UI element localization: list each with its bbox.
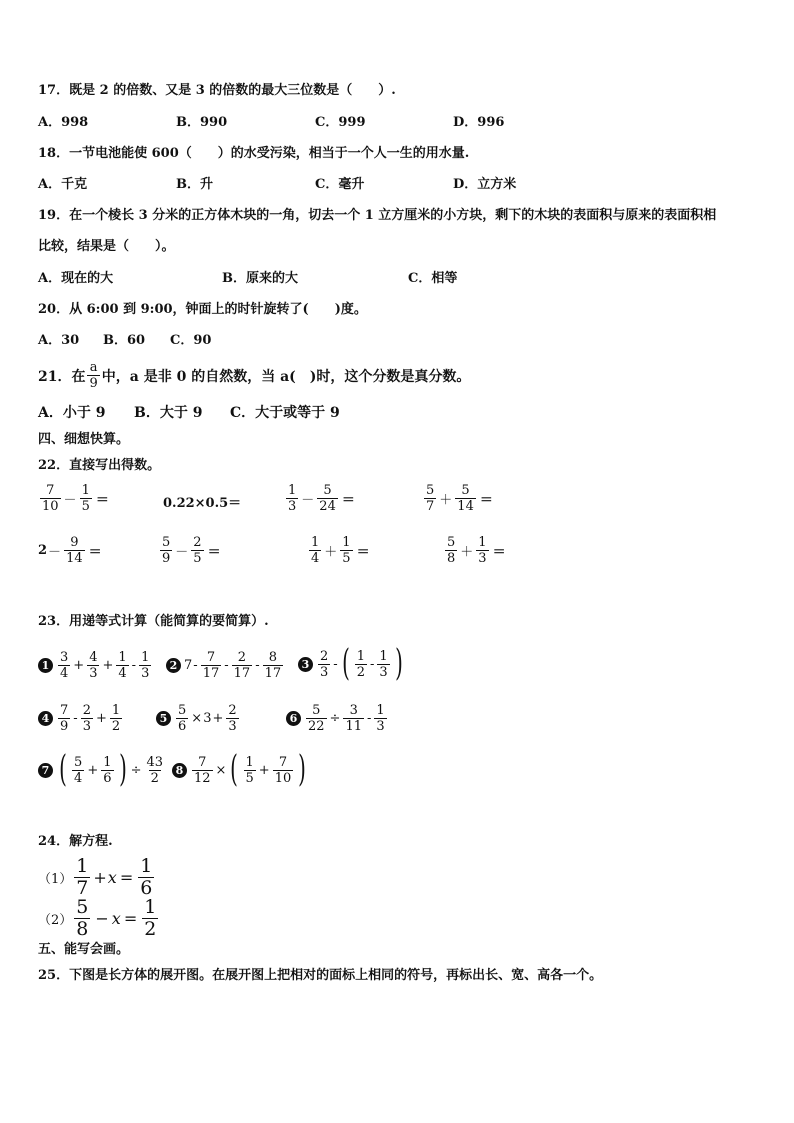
plus-sign: + bbox=[87, 762, 99, 778]
right-parenthesis: ) bbox=[394, 643, 403, 684]
q23-problem-8 bbox=[172, 749, 309, 790]
q22-expr-2 bbox=[163, 492, 241, 511]
integer-seven: 7 bbox=[184, 658, 193, 673]
minus-sign: - bbox=[73, 711, 78, 726]
fraction: $\frac{2}{3}$ bbox=[228, 703, 237, 734]
question-21 bbox=[38, 360, 470, 391]
variable-x: x bbox=[111, 909, 121, 928]
fraction: $\frac{5}{9}$ bbox=[162, 535, 171, 566]
equals-sign: ＝ bbox=[207, 545, 221, 560]
minus-sign: － bbox=[175, 545, 189, 560]
fraction: $\frac{1}{3}$ bbox=[376, 703, 385, 734]
plus-sign: ＋ bbox=[439, 493, 453, 508]
fraction: $\frac{5}{24}$ bbox=[319, 483, 336, 514]
fraction: $\frac{5}{4}$ bbox=[74, 754, 83, 786]
question-17: 17．既是 2 的倍数、又是 3 的倍数的最大三位数是（ ）. bbox=[38, 83, 396, 98]
fraction: $\frac{9}{14}$ bbox=[66, 535, 83, 566]
fraction: $\frac{5}{8}$ bbox=[447, 535, 456, 566]
question-19-line-1: 19．在一个棱长 3 分米的正方体木块的一角，切去一个 1 立方厘米的小方块，剩下的木块的表面积与原来的表面积相 bbox=[38, 208, 717, 223]
fraction: $\frac{1}{5}$ bbox=[245, 754, 254, 786]
q23-problem-7 bbox=[38, 749, 167, 790]
fraction: $\frac{2}{5}$ bbox=[193, 535, 202, 566]
q20-option-a[interactable]: A．30 bbox=[38, 333, 80, 348]
integer-two: 2 bbox=[38, 543, 48, 558]
equals-sign: ＝ bbox=[95, 493, 109, 508]
q23-problem-5 bbox=[156, 703, 241, 734]
circled-number: 5 bbox=[156, 711, 171, 726]
circled-number: 2 bbox=[166, 658, 181, 673]
fraction: $\frac{1}{2}$ bbox=[144, 896, 157, 940]
equation-label: （1） bbox=[38, 872, 73, 887]
integer-three: 3 bbox=[203, 711, 212, 726]
q18-option-c[interactable]: C．毫升 bbox=[315, 177, 365, 192]
q21-fraction-numerator: a bbox=[89, 360, 98, 375]
q18-option-b[interactable]: B．升 bbox=[176, 177, 213, 192]
fraction: $\frac{1}{3}$ bbox=[288, 483, 297, 514]
q19-option-a[interactable]: A．现在的大 bbox=[38, 271, 114, 286]
circled-number: 1 bbox=[38, 658, 53, 673]
q23-problem-6 bbox=[286, 703, 389, 734]
q24-equation-1 bbox=[38, 856, 156, 899]
question-23-title: 23．用递等式计算（能简算的要简算）. bbox=[38, 614, 269, 629]
fraction: $\frac{2}{3}$ bbox=[320, 648, 329, 680]
fraction: $\frac{2}{17}$ bbox=[233, 650, 251, 681]
fraction: $\frac{5}{22}$ bbox=[308, 703, 325, 734]
left-parenthesis: ( bbox=[59, 749, 67, 790]
q22-expr-7 bbox=[307, 535, 372, 566]
question-19-line-2: 比较，结果是（ ）。 bbox=[38, 239, 175, 254]
plus-sign: + bbox=[212, 711, 224, 726]
plus-sign: + bbox=[95, 711, 107, 726]
fraction: $\frac{8}{17}$ bbox=[264, 650, 282, 681]
plus-sign: + bbox=[258, 762, 270, 778]
q22-expr-1 bbox=[38, 483, 111, 514]
plus-sign: + bbox=[93, 868, 107, 887]
divide-sign: ÷ bbox=[130, 762, 142, 778]
minus-sign: - bbox=[333, 656, 338, 672]
q17-option-c[interactable]: C．999 bbox=[315, 115, 366, 130]
divide-sign: ÷ bbox=[329, 711, 341, 726]
left-parenthesis: ( bbox=[230, 749, 239, 790]
fraction: $\frac{1}{2}$ bbox=[111, 703, 121, 734]
minus-sign: － bbox=[63, 493, 77, 508]
fraction: $\frac{1}{7}$ bbox=[76, 855, 89, 899]
fraction: $\frac{1}{3}$ bbox=[379, 648, 388, 680]
fraction: $\frac{1}{6}$ bbox=[140, 855, 153, 899]
fraction: $\frac{1}{3}$ bbox=[478, 535, 487, 566]
circled-number: 8 bbox=[172, 763, 187, 778]
fraction: $\frac{1}{3}$ bbox=[141, 650, 150, 681]
fraction: $\frac{3}{4}$ bbox=[60, 650, 69, 681]
times-sign: × bbox=[215, 762, 227, 778]
plus-sign: + bbox=[73, 658, 85, 673]
minus-sign: - bbox=[370, 656, 375, 672]
equals-sign: = bbox=[123, 909, 138, 928]
question-22-title: 22．直接写出得数。 bbox=[38, 458, 161, 473]
fraction: $\frac{1}{5}$ bbox=[342, 535, 351, 566]
equals-sign: ＝ bbox=[492, 545, 506, 560]
minus-sign: - bbox=[367, 711, 372, 726]
equals-sign: = bbox=[119, 868, 134, 887]
fraction: $\frac{1}{5}$ bbox=[81, 483, 90, 514]
question-18: 18．一节电池能使 600（ ）的水受污染，相当于一个人一生的用水量. bbox=[38, 146, 470, 161]
q21-option-b[interactable]: B．大于 9 bbox=[134, 405, 203, 421]
fraction: $\frac{1}{2}$ bbox=[356, 648, 366, 680]
q20-option-c[interactable]: C．90 bbox=[170, 333, 212, 348]
q18-option-a[interactable]: A．千克 bbox=[38, 177, 88, 192]
fraction: $\frac{7}{17}$ bbox=[202, 650, 220, 681]
equals-sign: ＝ bbox=[356, 545, 370, 560]
fraction: $\frac{5}{7}$ bbox=[426, 483, 435, 514]
right-parenthesis: ) bbox=[298, 749, 307, 790]
fraction: $\frac{5}{8}$ bbox=[76, 896, 89, 940]
minus-sign: - bbox=[131, 658, 137, 673]
fraction: $\frac{7}{10}$ bbox=[274, 754, 292, 786]
section-5-heading: 五、能写会画。 bbox=[38, 942, 130, 957]
minus-sign: - bbox=[255, 658, 260, 673]
fraction: $\frac{43}{2}$ bbox=[146, 754, 164, 786]
circled-number: 7 bbox=[38, 763, 53, 778]
q21-option-c[interactable]: C．大于或等于 9 bbox=[230, 405, 340, 421]
q21-prefix: 21．在 bbox=[38, 368, 86, 385]
q18-option-d[interactable]: D．立方米 bbox=[453, 177, 517, 192]
q23-problem-2 bbox=[166, 650, 285, 681]
fraction: $\frac{5}{6}$ bbox=[178, 703, 187, 734]
plus-sign: + bbox=[102, 658, 114, 673]
q17-option-b[interactable]: B．990 bbox=[176, 115, 228, 130]
times-sign: × bbox=[191, 711, 203, 726]
fraction: $\frac{5}{14}$ bbox=[457, 483, 474, 514]
question-25: 25．下图是长方体的展开图。在展开图上把相对的面标上相同的符号，再标出长、宽、高各一个。 bbox=[38, 968, 603, 983]
circled-number: 3 bbox=[298, 657, 313, 672]
minus-sign: − bbox=[95, 909, 109, 928]
q23-problem-3 bbox=[298, 643, 406, 684]
fraction: $\frac{1}{4}$ bbox=[118, 650, 127, 681]
q21-suffix: 中，a 是非 0 的自然数，当 a( )时，这个分数是真分数。 bbox=[101, 368, 471, 385]
circled-number: 4 bbox=[38, 711, 53, 726]
q22-expr-3 bbox=[284, 483, 357, 514]
decimal-expression: 0.22×0.5＝ bbox=[163, 496, 242, 511]
left-parenthesis: ( bbox=[341, 643, 350, 684]
fraction: $\frac{1}{4}$ bbox=[311, 535, 320, 566]
q22-expr-4 bbox=[422, 483, 495, 514]
section-4-heading: 四、细想快算。 bbox=[38, 432, 130, 447]
q19-option-b[interactable]: B．原来的大 bbox=[222, 271, 298, 286]
fraction: $\frac{4}{3}$ bbox=[89, 650, 98, 681]
fraction: $\frac{1}{6}$ bbox=[103, 754, 112, 786]
q21-option-a[interactable]: A．小于 9 bbox=[38, 405, 106, 421]
fraction: $\frac{7}{10}$ bbox=[42, 483, 59, 514]
minus-sign: - bbox=[193, 658, 198, 673]
question-24-title: 24．解方程. bbox=[38, 834, 113, 849]
q22-expr-8 bbox=[443, 535, 508, 566]
fraction: $\frac{7}{9}$ bbox=[60, 703, 69, 734]
q20-option-b[interactable]: B．60 bbox=[103, 333, 146, 348]
equation-label: （2） bbox=[38, 913, 73, 928]
fraction: $\frac{3}{11}$ bbox=[345, 703, 362, 734]
equals-sign: ＝ bbox=[88, 545, 102, 560]
q21-fraction bbox=[87, 360, 99, 391]
question-20: 20．从 6:00 到 9:00，钟面上的时针旋转了( )度。 bbox=[38, 302, 367, 317]
minus-sign: - bbox=[224, 658, 229, 673]
q22-expr-5 bbox=[38, 535, 104, 566]
q21-fraction-denominator: 9 bbox=[89, 376, 98, 391]
variable-x: x bbox=[107, 868, 117, 887]
circled-number: 6 bbox=[286, 711, 301, 726]
fraction: $\frac{2}{3}$ bbox=[82, 703, 91, 734]
right-parenthesis: ) bbox=[118, 749, 127, 790]
equals-sign: ＝ bbox=[479, 493, 493, 508]
q24-equation-2 bbox=[38, 897, 160, 940]
plus-sign: ＋ bbox=[460, 545, 474, 560]
q17-option-a[interactable]: A．998 bbox=[38, 115, 89, 130]
minus-sign: － bbox=[301, 493, 315, 508]
q22-expr-6 bbox=[158, 535, 223, 566]
fraction: $\frac{7}{12}$ bbox=[194, 754, 211, 786]
equals-sign: ＝ bbox=[341, 493, 355, 508]
q19-option-c[interactable]: C．相等 bbox=[408, 271, 458, 286]
q17-option-d[interactable]: D．996 bbox=[453, 115, 505, 130]
q23-problem-4 bbox=[38, 703, 124, 734]
q23-problem-1 bbox=[38, 650, 153, 681]
plus-sign: ＋ bbox=[324, 545, 338, 560]
minus-sign: － bbox=[48, 545, 62, 560]
